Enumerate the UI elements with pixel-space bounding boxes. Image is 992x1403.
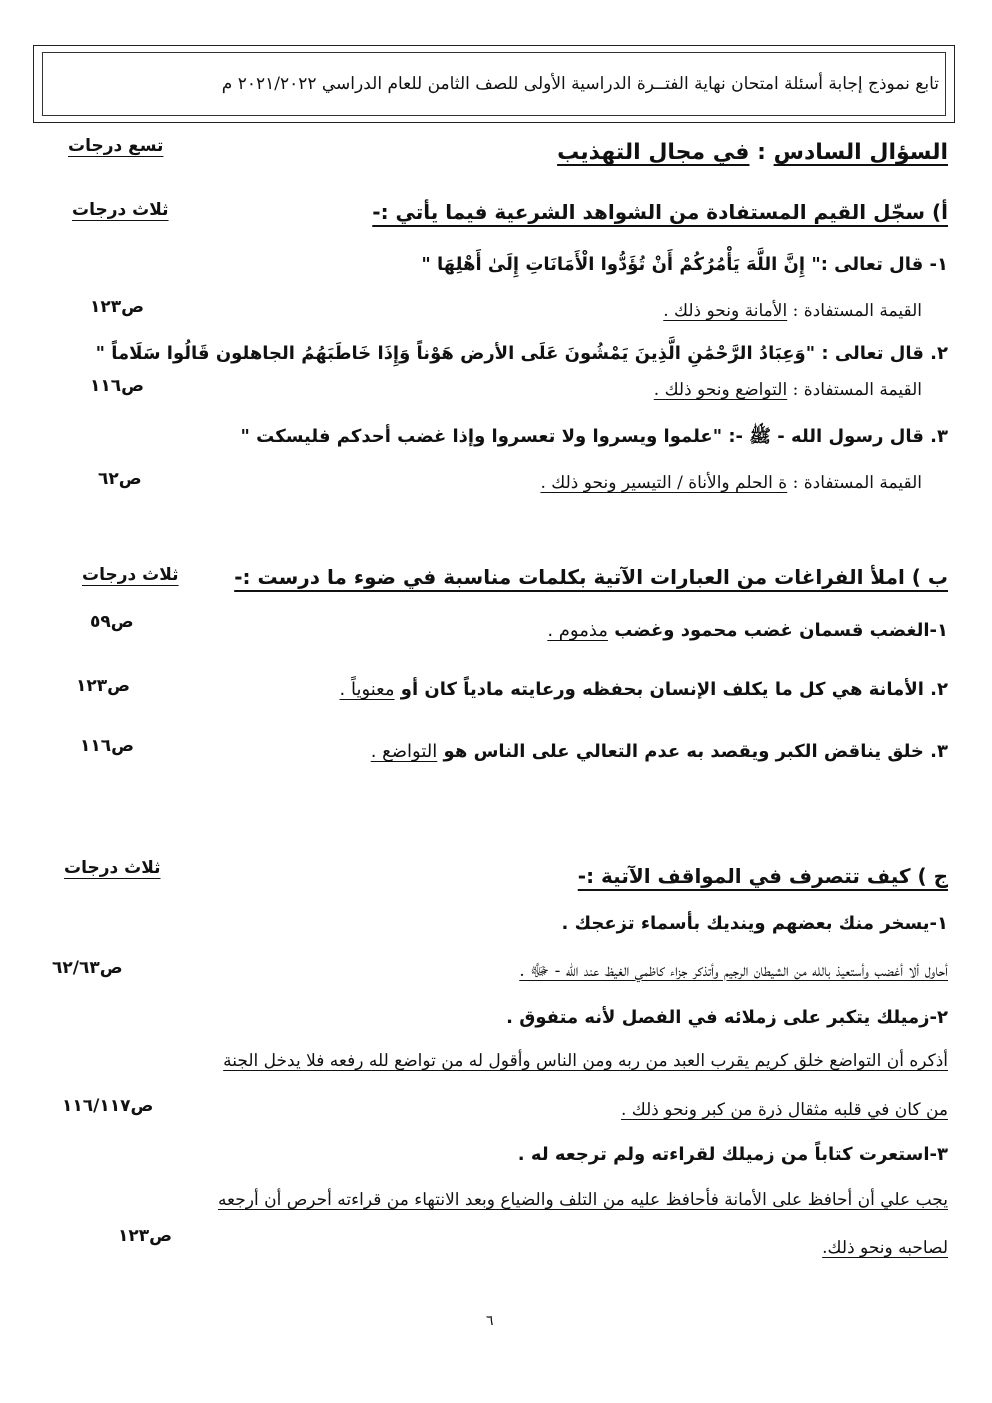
question-domain: في مجال التهذيب bbox=[557, 140, 750, 165]
part-c-item-3-page: ص١٢٣ bbox=[118, 1226, 173, 1246]
fill-blank-answer: التواضع . bbox=[370, 741, 438, 762]
part-b-item-3-page: ص١١٦ bbox=[80, 736, 135, 756]
part-c-item-2-page: ص١١٦/١١٧ bbox=[62, 1096, 154, 1116]
part-b-item-1-page: ص٥٩ bbox=[90, 612, 134, 632]
part-a-title: أ) سجّل القيم المستفادة من الشواهد الشرعية فيما يأتي :- bbox=[372, 200, 948, 224]
part-c-item-1-situation: ١-يسخر منك بعضهم وينديك بأسماء تزعجك . bbox=[561, 913, 948, 934]
fill-blank-answer: مذموم . bbox=[547, 620, 608, 641]
header-frame bbox=[33, 45, 955, 123]
fill-blank-text: ٢. الأمانة هي كل ما يكلف الإنسان بحفظه ورعايته مادياً كان أو bbox=[400, 679, 948, 700]
value-label: القيمة المستفادة : bbox=[792, 301, 922, 321]
part-a-item-3-page: ص٦٢ bbox=[98, 469, 142, 489]
value-answer: التواضع ونحو ذلك . bbox=[653, 380, 788, 400]
part-c-marks: ثلاث درجات bbox=[64, 858, 161, 878]
part-a-item-2-text: ٢. قال تعالى : "وَعِبَادُ الرَّحْمَٰنِ الَّذِينَ يَمْشُونَ عَلَى الأرض هَوْناً وَإِذَا خَاطَبَهُمُ الجاهلون قَالُوا سَلَاماً " bbox=[95, 343, 948, 364]
part-b-marks: ثلاث درجات bbox=[82, 565, 179, 585]
answer-line: أحاول ألا أغضب وأستعيذ بالله من الشيطان الرجيم وأتذكر جزاء كاظمي الغيظ عند الله - ﷻ . bbox=[519, 961, 948, 981]
value-answer: ة الحلم والأناة / التيسير ونحو ذلك . bbox=[540, 473, 788, 493]
part-a-item-3-value bbox=[540, 473, 922, 493]
answer-line: من كان في قلبه مثقال ذرة من كبر ونحو ذلك . bbox=[620, 1100, 948, 1120]
part-c-item-2-situation: ٢-زميلك يتكبر على زملائه في الفصل لأنه متفوق . bbox=[506, 1007, 948, 1028]
fill-blank-answer: معنوياً . bbox=[339, 679, 395, 700]
fill-blank-text: ٣. خلق يناقض الكبر ويقصد به عدم التعالي على الناس هو bbox=[443, 741, 948, 762]
question-label: السؤال السادس bbox=[773, 140, 948, 165]
part-b-item-2-page: ص١٢٣ bbox=[76, 676, 131, 696]
part-a-marks: ثلاث درجات bbox=[72, 200, 169, 220]
fill-blank-text: ١-الغضب قسمان غضب محمود وغضب bbox=[614, 620, 948, 641]
part-a-item-2-page: ص١١٦ bbox=[90, 376, 145, 396]
part-b-item-1 bbox=[547, 620, 948, 641]
question-marks: تسع درجات bbox=[68, 136, 164, 156]
part-c-item-2-answer-line-2 bbox=[621, 1100, 948, 1120]
part-c-item-1-answer bbox=[519, 960, 948, 985]
part-c-item-2-answer-line-1 bbox=[223, 1051, 948, 1071]
value-label: القيمة المستفادة : bbox=[792, 473, 922, 493]
part-b-title: ب ) املأ الفراغات من العبارات الآتية بكلمات مناسبة في ضوء ما درست :- bbox=[234, 565, 948, 589]
value-answer: الأمانة ونحو ذلك . bbox=[663, 301, 788, 321]
part-c-item-3-answer-line-1 bbox=[218, 1190, 948, 1210]
part-a-item-2-value bbox=[654, 380, 922, 400]
answer-line: يجب علي أن أحافظ على الأمانة فأحافظ عليه من التلف والضياع وبعد الانتهاء من قراءته أحرص أن أرجعه bbox=[217, 1190, 948, 1210]
part-c-title: ج ) كيف تتصرف في المواقف الآتية :- bbox=[577, 864, 948, 888]
part-a-item-1-text: ١- قال تعالى :" إِنَّ اللَّهَ يَأْمُرُكُمْ أَنْ تُؤَدُّوا الْأَمَانَاتِ إِلَىٰ أَهْلِهَا " bbox=[421, 254, 948, 275]
part-c-item-3-answer-line-2 bbox=[822, 1238, 948, 1258]
page-number: ٦ bbox=[486, 1313, 494, 1329]
part-b-item-3 bbox=[371, 741, 948, 762]
part-c-item-1-page: ص٦٢/٦٣ bbox=[52, 958, 123, 978]
part-a-item-3-text: ٣. قال رسول الله - ﷺ -: "علموا ويسروا ولا تعسروا وإذا غضب أحدكم فليسكت " bbox=[240, 426, 948, 447]
part-a-item-1-page: ص١٢٣ bbox=[90, 297, 145, 317]
part-c-item-3-situation: ٣-استعرت كتاباً من زميلك لقراءته ولم ترجعه له . bbox=[517, 1144, 948, 1165]
question-separator: : bbox=[757, 140, 766, 165]
header-title: تابع نموذج إجابة أسئلة امتحان نهاية الفتــرة الدراسية الأولى للصف الثامن للعام الدراسي ٢٠٢١/٢٠٢٢ م bbox=[221, 74, 939, 94]
part-b-item-2 bbox=[340, 679, 948, 700]
answer-line: لصاحبه ونحو ذلك. bbox=[822, 1238, 948, 1258]
header-inner-frame bbox=[42, 52, 946, 116]
value-label: القيمة المستفادة : bbox=[792, 380, 922, 400]
question-title bbox=[557, 140, 948, 165]
part-a-item-1-value bbox=[663, 301, 922, 321]
answer-line: أذكره أن التواضع خلق كريم يقرب العبد من ربه ومن الناس وأقول له من تواضع لله رفعه فلا يدخل الجنة bbox=[223, 1051, 948, 1071]
